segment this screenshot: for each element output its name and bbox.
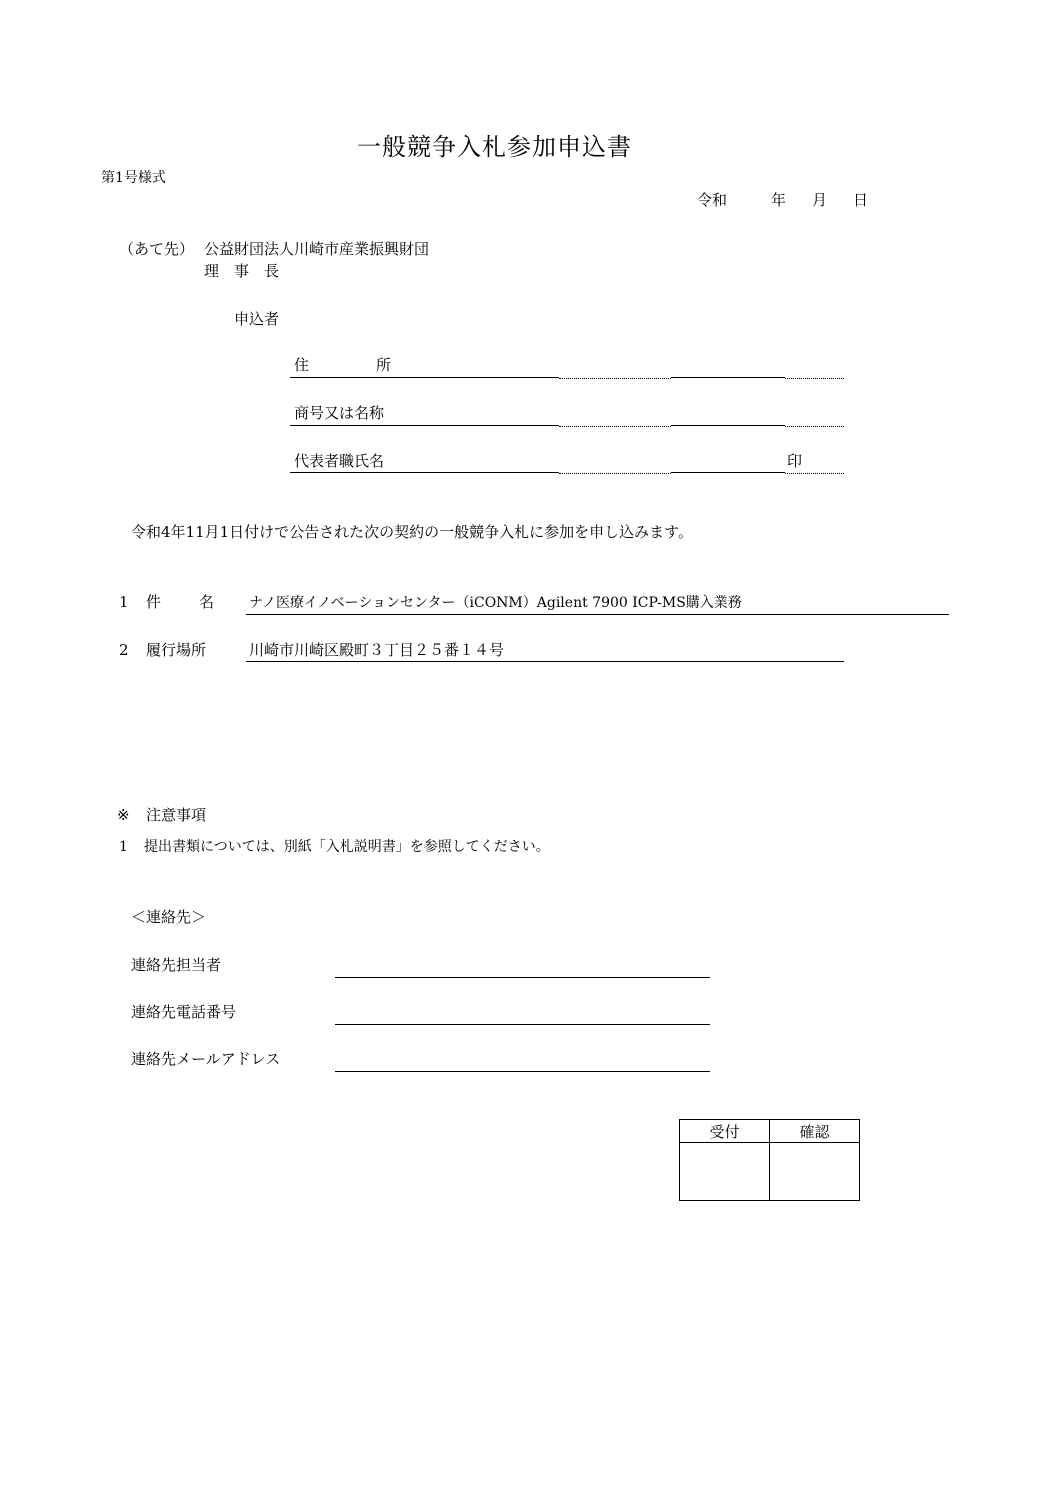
statement: 令和4年11月1日付けで公告された次の契約の一般競争入札に参加を申し込みます。	[131, 523, 693, 541]
applicant-heading: 申込者	[234, 310, 280, 328]
address-underline-dotted-2	[785, 378, 844, 379]
addressee-role: 理 事 長	[204, 262, 280, 280]
form-number: 第1号様式	[101, 170, 166, 186]
item-1-underline	[246, 614, 949, 615]
contact-phone-label: 連絡先電話番号	[131, 1003, 237, 1021]
note-1-number: 1	[119, 839, 128, 855]
item-2-value: 川崎市川崎区殿町３丁目２５番１４号	[249, 641, 505, 659]
date-month: 月	[812, 191, 828, 209]
company-underline-dotted-2	[785, 426, 844, 427]
item-1-number: 1	[119, 593, 129, 611]
item-1-value: ナノ医療イノベーションセンター（iCONM）Agilent 7900 ICP-MS購入業務	[249, 595, 742, 611]
rep-underline-2	[671, 472, 785, 473]
item-2-label: 履行場所	[146, 641, 207, 659]
company-underline-1	[290, 425, 559, 426]
item-2-number: 2	[119, 641, 129, 659]
contact-person-underline	[335, 977, 710, 978]
address-underline-1	[290, 377, 445, 378]
company-underline-2	[671, 425, 785, 426]
item-2-underline	[246, 661, 844, 662]
address-underline-dotted-1	[559, 378, 671, 379]
notes-heading: 注意事項	[146, 806, 207, 824]
address-underline-2	[445, 377, 559, 378]
rep-underline-1	[290, 472, 559, 473]
contact-email-label: 連絡先メールアドレス	[131, 1050, 281, 1068]
item-1-label-2: 名	[199, 593, 215, 611]
stamp-received-header: 受付	[680, 1120, 770, 1143]
company-label: 商号又は名称	[294, 404, 385, 422]
contact-phone-underline	[335, 1024, 710, 1025]
contact-heading: ＜連絡先＞	[131, 908, 207, 926]
date-year: 年	[771, 191, 787, 209]
address-underline-3	[671, 377, 785, 378]
stamp-confirmed-header: 確認	[770, 1120, 860, 1143]
date-day: 日	[853, 191, 869, 209]
rep-underline-dotted-1	[559, 473, 671, 474]
addressee-prefix: （あて先）	[119, 240, 195, 258]
contact-person-label: 連絡先担当者	[131, 956, 222, 974]
seal-mark: 印	[787, 452, 803, 470]
note-1-text: 提出書類については、別紙「入札説明書」を参照してください。	[144, 839, 550, 855]
stamp-received-cell	[680, 1143, 770, 1201]
date-era: 令和	[697, 191, 728, 209]
address-label: 住	[294, 356, 310, 374]
address-label-2: 所	[376, 356, 392, 374]
page-title: 一般競争入札参加申込書	[357, 133, 632, 161]
company-underline-dotted-1	[559, 426, 671, 427]
stamp-confirmed-cell	[770, 1143, 860, 1201]
contact-email-underline	[335, 1071, 710, 1072]
representative-label: 代表者職氏名	[294, 452, 385, 470]
stamp-box	[679, 1119, 860, 1201]
addressee-org: 公益財団法人川崎市産業振興財団	[204, 240, 430, 258]
notes-mark: ※	[117, 806, 130, 824]
item-1-label: 件	[146, 593, 162, 611]
rep-underline-dotted-2	[785, 473, 844, 474]
